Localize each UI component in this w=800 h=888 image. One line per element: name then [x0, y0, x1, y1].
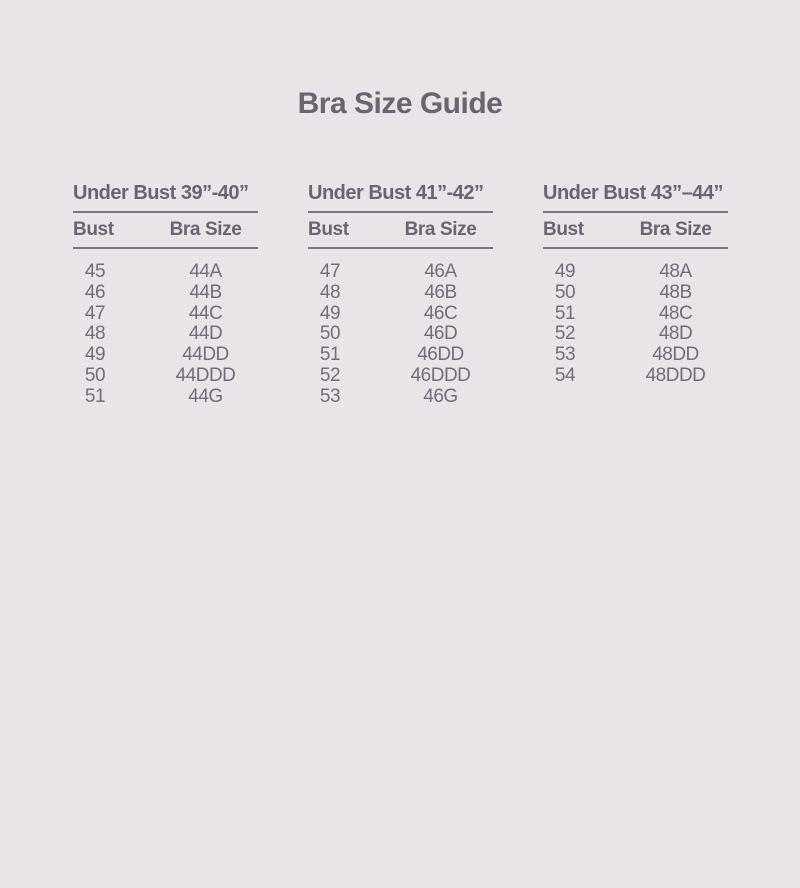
bra-size-value: 48C [658, 302, 693, 324]
bra-size-value: 48DDD [645, 364, 706, 386]
table-title: Under Bust 41”-42” [308, 183, 493, 213]
table-row [73, 366, 258, 387]
bra-size-value: 46B [424, 281, 457, 303]
bra-size-column-header: Bra Size [639, 219, 712, 240]
table-row [308, 345, 493, 366]
bust-value: 52 [554, 323, 576, 345]
bust-value: 46 [84, 281, 106, 303]
bra-size-value: 44D [188, 323, 223, 345]
bra-size-value: 48B [659, 281, 692, 303]
size-table-underbust-39-40 [73, 183, 258, 408]
bra-size-value: 44C [188, 302, 223, 324]
bra-size-value: 44A [189, 261, 222, 282]
bra-size-value: 44DDD [175, 364, 236, 386]
bra-size-value: 46G [423, 385, 458, 407]
bra-size-value: 46D [423, 323, 458, 345]
bust-value: 50 [84, 364, 106, 386]
bra-size-value: 48D [658, 323, 693, 345]
table-row [73, 345, 258, 366]
bust-value: 51 [319, 344, 341, 366]
bust-value: 45 [84, 261, 106, 282]
table-row [308, 262, 493, 283]
bust-value: 52 [319, 364, 341, 386]
size-table-underbust-41-42 [308, 183, 493, 408]
bra-size-column-header: Bra Size [404, 219, 477, 240]
bust-value: 48 [319, 281, 341, 303]
table-title: Under Bust 43”–44” [543, 183, 728, 213]
table-row [543, 345, 728, 366]
table-row [308, 387, 493, 408]
table-row [73, 387, 258, 408]
table-title: Under Bust 39”-40” [73, 183, 258, 213]
bust-value: 51 [84, 385, 106, 407]
table-row [543, 283, 728, 304]
bra-size-value: 44DD [182, 344, 229, 366]
table-row [73, 262, 258, 283]
bust-value: 50 [319, 323, 341, 345]
table-row [308, 366, 493, 387]
bust-value: 47 [319, 261, 341, 282]
bust-value: 48 [84, 323, 106, 345]
bust-value: 50 [554, 281, 576, 303]
bust-value: 49 [84, 344, 106, 366]
bra-size-value: 46C [423, 302, 458, 324]
page-title: Bra Size Guide [297, 87, 503, 120]
size-table-underbust-43-44 [543, 183, 728, 408]
bust-value: 51 [554, 302, 576, 324]
table-rows [308, 249, 493, 408]
column-headers [73, 213, 258, 249]
table-row [308, 324, 493, 345]
bust-value: 53 [319, 385, 341, 407]
table-rows [543, 249, 728, 387]
bra-size-value: 44G [188, 385, 223, 407]
bust-value: 54 [554, 364, 576, 386]
bra-size-value: 46DDD [410, 364, 471, 386]
table-row [543, 324, 728, 345]
table-row [543, 304, 728, 325]
bra-size-value: 44B [189, 281, 222, 303]
bust-column-header: Bust [308, 219, 349, 240]
bust-value: 49 [319, 302, 341, 324]
column-headers [308, 213, 493, 249]
bra-size-value: 48A [659, 261, 692, 282]
size-tables-container [73, 183, 800, 408]
table-row [308, 304, 493, 325]
bra-size-column-header: Bra Size [169, 219, 242, 240]
table-row [73, 304, 258, 325]
table-row [73, 283, 258, 304]
bust-value: 49 [554, 261, 576, 282]
table-rows [73, 249, 258, 408]
bra-size-value: 48DD [652, 344, 699, 366]
bust-value: 47 [84, 302, 106, 324]
table-row [543, 262, 728, 283]
bust-value: 53 [554, 344, 576, 366]
bust-column-header: Bust [73, 219, 114, 240]
table-row [543, 366, 728, 387]
column-headers [543, 213, 728, 249]
table-row [308, 283, 493, 304]
bra-size-value: 46A [424, 261, 457, 282]
bust-column-header: Bust [543, 219, 584, 240]
bra-size-value: 46DD [417, 344, 464, 366]
table-row [73, 324, 258, 345]
